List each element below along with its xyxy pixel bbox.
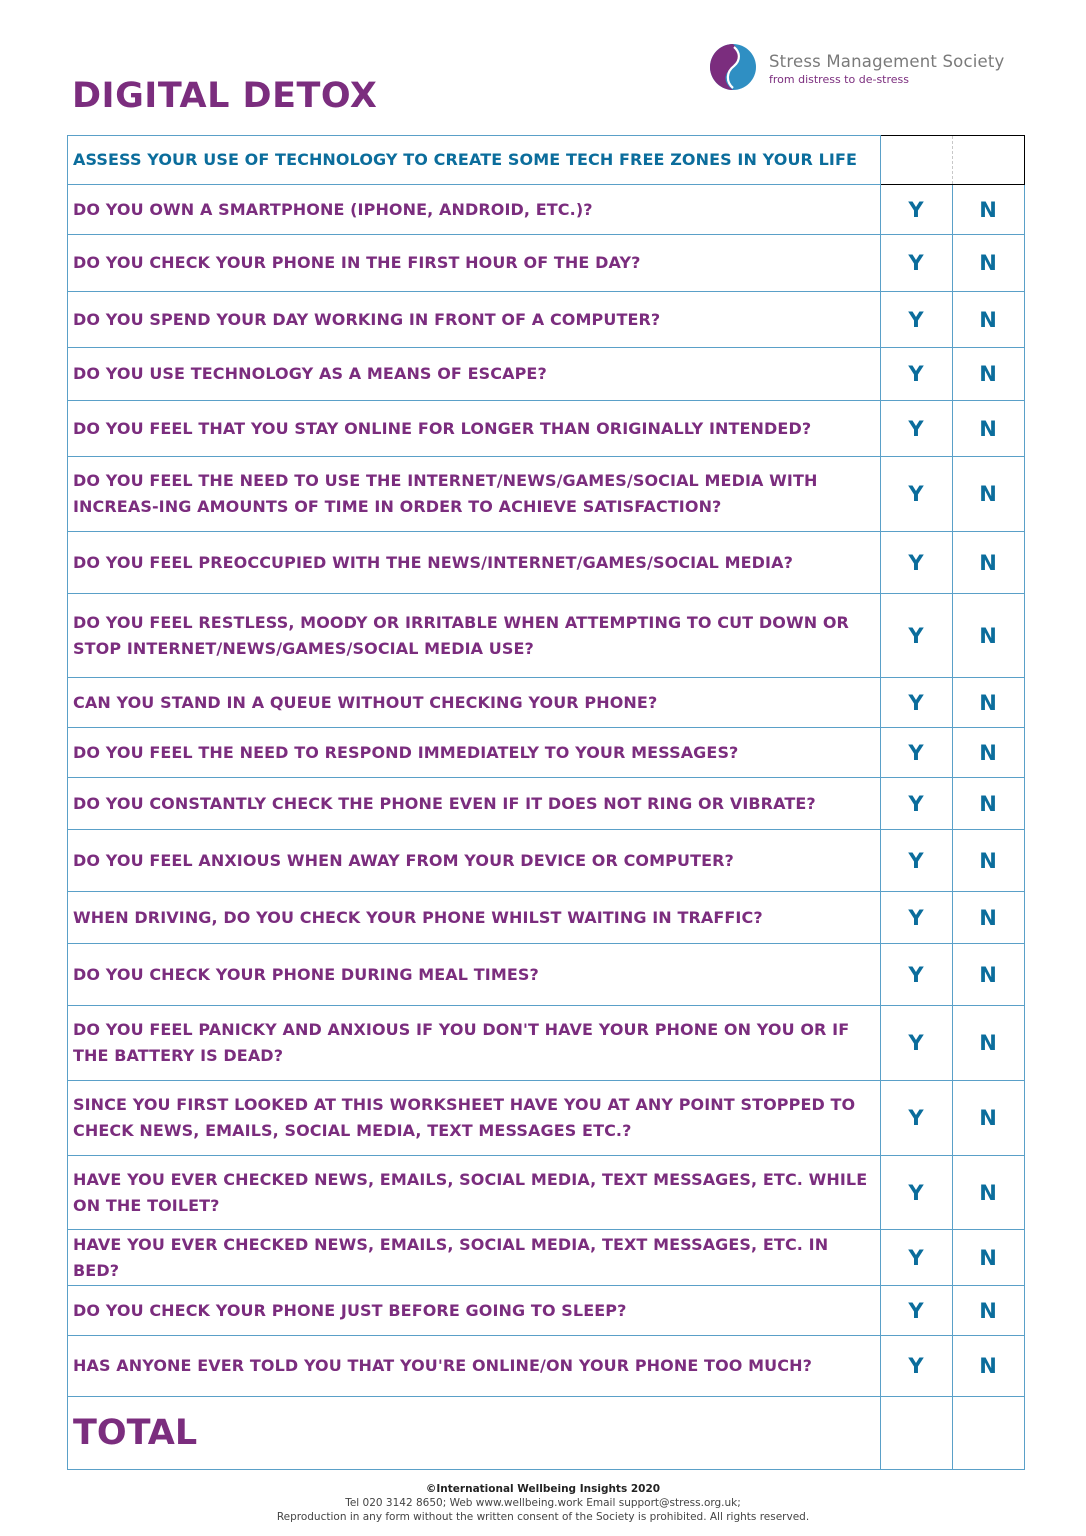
yes-option[interactable]: Y xyxy=(881,1336,953,1397)
question-text: DO YOU FEEL ANXIOUS WHEN AWAY FROM YOUR DEVICE OR COMPUTER? xyxy=(68,830,881,892)
question-text: DO YOU CONSTANTLY CHECK THE PHONE EVEN IF IT DOES NOT RING OR VIBRATE? xyxy=(68,778,881,830)
question-text: DO YOU USE TECHNOLOGY AS A MEANS OF ESCAPE? xyxy=(68,348,881,401)
yes-option[interactable]: Y xyxy=(881,944,953,1006)
question-text: DO YOU SPEND YOUR DAY WORKING IN FRONT OF A COMPUTER? xyxy=(68,292,881,348)
table-row xyxy=(68,1081,1025,1156)
no-option[interactable]: N xyxy=(953,235,1025,292)
total-row xyxy=(68,1397,1025,1470)
table-row xyxy=(68,185,1025,235)
yes-option[interactable]: Y xyxy=(881,532,953,594)
no-option[interactable]: N xyxy=(953,728,1025,778)
no-option[interactable]: N xyxy=(953,892,1025,944)
logo-name: Stress Management Society xyxy=(769,52,1005,71)
table-row xyxy=(68,292,1025,348)
question-text: DO YOU FEEL THE NEED TO USE THE INTERNET/NEWS/GAMES/SOCIAL MEDIA WITH INCREAS-ING AMOUNTS OF TIME IN ORDER TO ACHIEVE SATISFACTION? xyxy=(68,457,881,532)
table-row xyxy=(68,348,1025,401)
table-header: ASSESS YOUR USE OF TECHNOLOGY TO CREATE SOME TECH FREE ZONES IN YOUR LIFE xyxy=(68,136,881,185)
footer-rights: Reproduction in any form without the written consent of the Society is prohibited. All rights reserved. xyxy=(276,1511,810,1523)
table-row xyxy=(68,830,1025,892)
table-row xyxy=(68,401,1025,457)
question-text: DO YOU OWN A SMARTPHONE (IPHONE, ANDROID, ETC.)? xyxy=(68,185,881,235)
yes-option[interactable]: Y xyxy=(881,457,953,532)
page-title: DIGITAL DETOX xyxy=(72,76,378,116)
no-option[interactable]: N xyxy=(953,944,1025,1006)
header-blank-cell xyxy=(881,136,953,185)
no-option[interactable]: N xyxy=(953,185,1025,235)
question-text: DO YOU CHECK YOUR PHONE JUST BEFORE GOING TO SLEEP? xyxy=(68,1286,881,1336)
yes-option[interactable]: Y xyxy=(881,401,953,457)
table-row xyxy=(68,1006,1025,1081)
no-option[interactable]: N xyxy=(953,778,1025,830)
no-option[interactable]: N xyxy=(953,457,1025,532)
table-row xyxy=(68,532,1025,594)
table-header-row xyxy=(68,136,1025,185)
logo xyxy=(709,43,1009,95)
question-text: HAVE YOU EVER CHECKED NEWS, EMAILS, SOCIAL MEDIA, TEXT MESSAGES, ETC. IN BED? xyxy=(68,1230,881,1286)
table-row xyxy=(68,594,1025,678)
yes-option[interactable]: Y xyxy=(881,235,953,292)
yes-option[interactable]: Y xyxy=(881,185,953,235)
no-option[interactable]: N xyxy=(953,1081,1025,1156)
total-no-cell[interactable] xyxy=(953,1397,1025,1470)
question-text: DO YOU FEEL PREOCCUPIED WITH THE NEWS/INTERNET/GAMES/SOCIAL MEDIA? xyxy=(68,532,881,594)
no-option[interactable]: N xyxy=(953,292,1025,348)
yes-option[interactable]: Y xyxy=(881,1230,953,1286)
no-option[interactable]: N xyxy=(953,1156,1025,1230)
no-option[interactable]: N xyxy=(953,1336,1025,1397)
question-text: DO YOU FEEL THAT YOU STAY ONLINE FOR LONGER THAN ORIGINALLY INTENDED? xyxy=(68,401,881,457)
no-option[interactable]: N xyxy=(953,830,1025,892)
yes-option[interactable]: Y xyxy=(881,1156,953,1230)
no-option[interactable]: N xyxy=(953,678,1025,728)
question-text: DO YOU FEEL THE NEED TO RESPOND IMMEDIATELY TO YOUR MESSAGES? xyxy=(68,728,881,778)
yes-option[interactable]: Y xyxy=(881,678,953,728)
question-text: SINCE YOU FIRST LOOKED AT THIS WORKSHEET HAVE YOU AT ANY POINT STOPPED TO CHECK NEWS, EMAILS, SOCIAL MEDIA, TEXT MESSAGES ETC.? xyxy=(68,1081,881,1156)
table-row xyxy=(68,457,1025,532)
table-row xyxy=(68,778,1025,830)
table-row xyxy=(68,944,1025,1006)
yes-option[interactable]: Y xyxy=(881,778,953,830)
table-row xyxy=(68,678,1025,728)
yes-option[interactable]: Y xyxy=(881,1081,953,1156)
header-blank-cell xyxy=(953,136,1025,185)
question-text: WHEN DRIVING, DO YOU CHECK YOUR PHONE WHILST WAITING IN TRAFFIC? xyxy=(68,892,881,944)
table-row xyxy=(68,728,1025,778)
yes-option[interactable]: Y xyxy=(881,1006,953,1081)
total-label: TOTAL xyxy=(68,1397,881,1470)
table-row xyxy=(68,892,1025,944)
yes-option[interactable]: Y xyxy=(881,594,953,678)
question-text: HAVE YOU EVER CHECKED NEWS, EMAILS, SOCIAL MEDIA, TEXT MESSAGES, ETC. WHILE ON THE TOILET? xyxy=(68,1156,881,1230)
question-text: DO YOU CHECK YOUR PHONE DURING MEAL TIMES? xyxy=(68,944,881,1006)
yes-option[interactable]: Y xyxy=(881,1286,953,1336)
no-option[interactable]: N xyxy=(953,532,1025,594)
no-option[interactable]: N xyxy=(953,1286,1025,1336)
footer-contact: Tel 020 3142 8650; Web www.wellbeing.work Email support@stress.org.uk; xyxy=(345,1497,741,1509)
yes-option[interactable]: Y xyxy=(881,292,953,348)
logo-mark-icon xyxy=(709,43,757,91)
yes-option[interactable]: Y xyxy=(881,728,953,778)
yes-option[interactable]: Y xyxy=(881,830,953,892)
table-row xyxy=(68,1156,1025,1230)
table-row xyxy=(68,1230,1025,1286)
total-yes-cell[interactable] xyxy=(881,1397,953,1470)
no-option[interactable]: N xyxy=(953,401,1025,457)
no-option[interactable]: N xyxy=(953,348,1025,401)
questionnaire-table xyxy=(67,135,1025,1470)
question-text: DO YOU FEEL PANICKY AND ANXIOUS IF YOU DON'T HAVE YOUR PHONE ON YOU OR IF THE BATTERY IS DEAD? xyxy=(68,1006,881,1081)
footer-copyright: ©International Wellbeing Insights 2020 xyxy=(425,1483,661,1495)
yes-option[interactable]: Y xyxy=(881,892,953,944)
question-text: DO YOU CHECK YOUR PHONE IN THE FIRST HOUR OF THE DAY? xyxy=(68,235,881,292)
table-row xyxy=(68,235,1025,292)
no-option[interactable]: N xyxy=(953,1006,1025,1081)
table-row xyxy=(68,1286,1025,1336)
logo-tagline: from distress to de-stress xyxy=(769,73,909,86)
table-row xyxy=(68,1336,1025,1397)
no-option[interactable]: N xyxy=(953,1230,1025,1286)
question-text: HAS ANYONE EVER TOLD YOU THAT YOU'RE ONLINE/ON YOUR PHONE TOO MUCH? xyxy=(68,1336,881,1397)
question-text: DO YOU FEEL RESTLESS, MOODY OR IRRITABLE WHEN ATTEMPTING TO CUT DOWN OR STOP INTERNET/NEWS/GAMES/SOCIAL MEDIA USE? xyxy=(68,594,881,678)
no-option[interactable]: N xyxy=(953,594,1025,678)
question-text: CAN YOU STAND IN A QUEUE WITHOUT CHECKING YOUR PHONE? xyxy=(68,678,881,728)
yes-option[interactable]: Y xyxy=(881,348,953,401)
